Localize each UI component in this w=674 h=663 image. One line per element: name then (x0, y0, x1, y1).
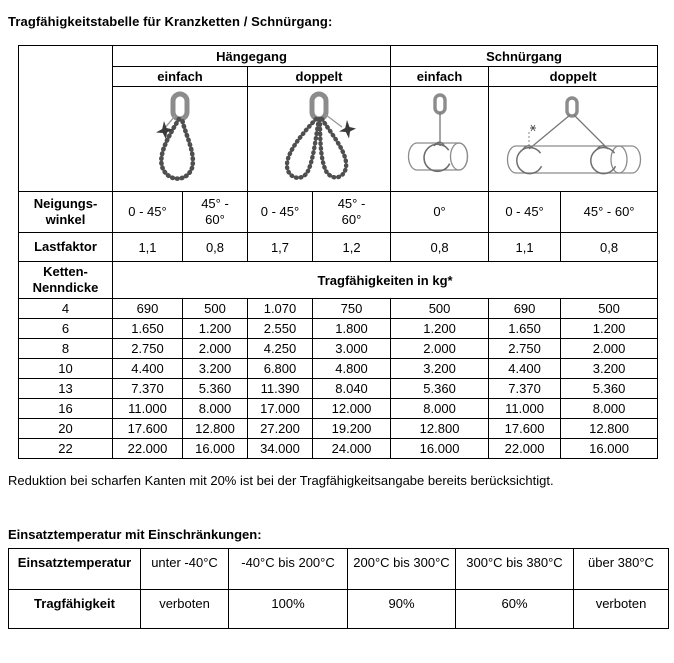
chain-size-cell: 4 (19, 299, 113, 319)
capacity-row-label: Tragfähigkeit (9, 590, 141, 629)
capacity-cell: 1.070 (248, 299, 313, 319)
chain-size-cell: 13 (19, 379, 113, 399)
capacity-cell: 1.200 (391, 319, 489, 339)
capacity-cell: 2.750 (489, 339, 561, 359)
capacity-cell: 11.000 (489, 399, 561, 419)
capacity-cell: 500 (183, 299, 248, 319)
temperature-range-row (9, 549, 669, 590)
capacity-cell: 22.000 (489, 439, 561, 459)
load-factor-cell: 1,1 (489, 233, 561, 262)
temperature-range-cell: 200°C bis 300°C (348, 549, 456, 590)
capacity-cell: 7.370 (113, 379, 183, 399)
load-factor-cell: 0,8 (183, 233, 248, 262)
chain-size-cell: 16 (19, 399, 113, 419)
capacity-cell: 27.200 (248, 419, 313, 439)
illustration-row (19, 87, 658, 192)
chain-size-cell: 20 (19, 419, 113, 439)
capacity-cell: 6.800 (248, 359, 313, 379)
capacity-table-title: Tragfähigkeitstabelle für Kranzketten / Schnürgang: (8, 14, 333, 29)
capacity-cell: 5.360 (561, 379, 658, 399)
angle-cell: 0 - 45° (248, 192, 313, 233)
chain-size-cell: 6 (19, 319, 113, 339)
temperature-capacity-cell: verboten (141, 590, 229, 629)
chain-size-cell: 8 (19, 339, 113, 359)
illustration-cell-haengegang-doppelt (248, 87, 391, 192)
temperature-range-cell: 300°C bis 380°C (456, 549, 574, 590)
capacity-cell: 2.750 (113, 339, 183, 359)
capacity-cell: 1.650 (113, 319, 183, 339)
illustration-cell-haengegang-einfach (113, 87, 248, 192)
temperature-capacity-cell: verboten (574, 590, 669, 629)
chain-size-cell: 10 (19, 359, 113, 379)
table-row (19, 379, 658, 399)
capacity-cell: 16.000 (183, 439, 248, 459)
group-header-row (19, 46, 658, 67)
capacity-cell: 16.000 (391, 439, 489, 459)
capacity-cell: 3.200 (561, 359, 658, 379)
load-factor-cell: 1,2 (313, 233, 391, 262)
temperature-table (8, 548, 669, 629)
angle-cell: 0° (391, 192, 489, 233)
angle-label-line2: winkel (45, 212, 86, 227)
chain-thickness-label (19, 262, 113, 299)
capacity-cell: 690 (113, 299, 183, 319)
illustration-cell-schnuergang-einfach (391, 87, 489, 192)
capacity-cell: 8.000 (391, 399, 489, 419)
temperature-range-cell: über 380°C (574, 549, 669, 590)
capacity-cell: 11.000 (113, 399, 183, 419)
double-choke-hitch-illustration (494, 91, 652, 188)
capacity-cell: 1.200 (561, 319, 658, 339)
capacity-cell: 4.800 (313, 359, 391, 379)
angle-cell (183, 192, 248, 233)
angle-value: 45° - 60° (201, 195, 229, 227)
table-row (19, 339, 658, 359)
capacity-cell: 500 (561, 299, 658, 319)
table-row (19, 319, 658, 339)
table-row (19, 399, 658, 419)
capacity-cell: 5.360 (183, 379, 248, 399)
mode-haengegang-doppelt: doppelt (248, 67, 391, 87)
capacity-cell: 500 (391, 299, 489, 319)
capacity-cell: 8.000 (183, 399, 248, 419)
load-factor-cell: 1,7 (248, 233, 313, 262)
corner-empty-cell (19, 46, 113, 192)
temperature-range-cell: unter -40°C (141, 549, 229, 590)
mode-header-row (19, 67, 658, 87)
table-row (19, 299, 658, 319)
capacity-cell: 12.800 (561, 419, 658, 439)
temperature-capacity-cell: 60% (456, 590, 574, 629)
capacity-cell: 1.650 (489, 319, 561, 339)
angle-cell: 0 - 45° (489, 192, 561, 233)
load-factor-cell: 0,8 (391, 233, 489, 262)
temperature-capacity-row (9, 590, 669, 629)
temperature-range-cell: -40°C bis 200°C (229, 549, 348, 590)
capacity-cell: 3.200 (183, 359, 248, 379)
single-leg-sling-hitch-illustration (117, 91, 243, 188)
capacity-cell: 17.600 (113, 419, 183, 439)
thickness-label-line2: Nenndicke (32, 280, 99, 295)
capacity-cell: 8.040 (313, 379, 391, 399)
sharp-edges-note: Reduktion bei scharfen Kanten mit 20% ist bei der Tragfähigkeitsangabe bereits berücksichtigt. (8, 473, 554, 488)
capacity-cell: 16.000 (561, 439, 658, 459)
temperature-row-label: Einsatztemperatur (9, 549, 141, 590)
capacity-cell: 4.400 (113, 359, 183, 379)
capacity-cell: 17.600 (489, 419, 561, 439)
capacity-cell: 34.000 (248, 439, 313, 459)
group-haengegang: Hängegang (113, 46, 391, 67)
capacity-cell: 5.360 (391, 379, 489, 399)
capacity-cell: 4.250 (248, 339, 313, 359)
capacity-cell: 11.390 (248, 379, 313, 399)
double-leg-sling-hitch-illustration (252, 91, 386, 188)
capacity-cell: 690 (489, 299, 561, 319)
group-schnuergang: Schnürgang (391, 46, 658, 67)
illustration-cell-schnuergang-doppelt (489, 87, 658, 192)
single-choke-hitch-illustration (395, 91, 485, 188)
capacity-cell: 17.000 (248, 399, 313, 419)
angle-cell (313, 192, 391, 233)
temperature-capacity-cell: 90% (348, 590, 456, 629)
angle-label-line1: Neigungs- (33, 195, 98, 211)
load-factor-cell: 0,8 (561, 233, 658, 262)
capacity-cell: 12.800 (183, 419, 248, 439)
capacity-cell: 2.000 (183, 339, 248, 359)
capacity-cell: 2.550 (248, 319, 313, 339)
capacity-cell: 1.800 (313, 319, 391, 339)
load-factor-cell: 1,1 (113, 233, 183, 262)
angle-cell: 45° - 60° (561, 192, 658, 233)
capacity-cell: 2.000 (561, 339, 658, 359)
capacity-cell: 19.200 (313, 419, 391, 439)
angle-cell: 0 - 45° (113, 192, 183, 233)
table-row (19, 419, 658, 439)
load-factor-label: Lastfaktor (19, 233, 113, 262)
capacity-cell: 12.800 (391, 419, 489, 439)
chain-size-cell: 22 (19, 439, 113, 459)
capacity-cell: 750 (313, 299, 391, 319)
mode-schnuergang-doppelt: doppelt (489, 67, 658, 87)
thickness-label-line1: Ketten- (43, 263, 88, 279)
temperature-table-title: Einsatztemperatur mit Einschränkungen: (8, 527, 262, 542)
capacity-cell: 4.400 (489, 359, 561, 379)
capacity-cell: 2.000 (391, 339, 489, 359)
angle-value: 45° - 60° (337, 195, 366, 227)
capacity-cell: 3.200 (391, 359, 489, 379)
capacity-cell: 22.000 (113, 439, 183, 459)
capacity-cell: 7.370 (489, 379, 561, 399)
capacity-cell: 1.200 (183, 319, 248, 339)
capacity-cell: 8.000 (561, 399, 658, 419)
load-factor-row (19, 233, 658, 262)
table-row (19, 439, 658, 459)
capacity-header-row (19, 262, 658, 299)
table-row (19, 359, 658, 379)
capacity-table (18, 45, 658, 459)
angle-row-label (19, 192, 113, 233)
capacity-cell: 12.000 (313, 399, 391, 419)
inclination-angle-row (19, 192, 658, 233)
mode-haengegang-einfach: einfach (113, 67, 248, 87)
mode-schnuergang-einfach: einfach (391, 67, 489, 87)
capacity-cell: 3.000 (313, 339, 391, 359)
capacities-header-cell: Tragfähigkeiten in kg* (113, 262, 658, 299)
temperature-capacity-cell: 100% (229, 590, 348, 629)
capacity-cell: 24.000 (313, 439, 391, 459)
